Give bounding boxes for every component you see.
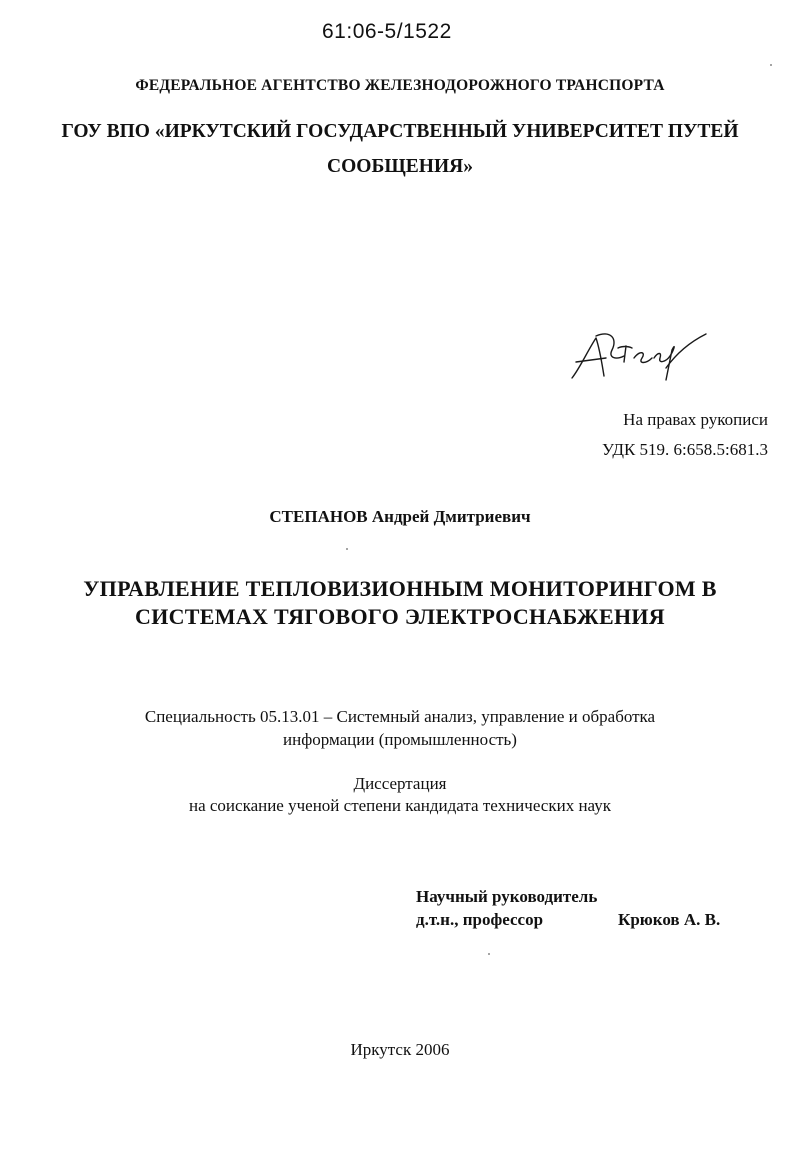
- university-name-line1: ГОУ ВПО «ИРКУТСКИЙ ГОСУДАРСТВЕННЫЙ УНИВЕРСИТЕТ ПУТЕЙ: [61, 121, 739, 142]
- author-name: СТЕПАНОВ Андрей Дмитриевич: [269, 507, 531, 526]
- scan-speck: [770, 64, 772, 66]
- dissertation-degree: на соискание ученой степени кандидата технических наук: [188, 796, 611, 815]
- supervisor-name: Крюков А. В.: [618, 910, 721, 929]
- supervisor-title: Научный руководитель: [416, 887, 598, 906]
- specialty-line2: информации (промышленность): [283, 730, 517, 749]
- thesis-title-line2: СИСТЕМАХ ТЯГОВОГО ЭЛЕКТРОСНАБЖЕНИЯ: [135, 604, 665, 629]
- specialty-line1: Специальность 05.13.01 – Системный анализ, управление и обработка: [144, 707, 656, 726]
- university-name-line2: СООБЩЕНИЯ»: [327, 156, 473, 177]
- scan-speck: [346, 548, 348, 550]
- udk-code: УДК 519. 6:658.5:681.3: [602, 440, 768, 459]
- handwritten-signature: [566, 328, 716, 398]
- scan-speck: [488, 953, 490, 955]
- archive-code: 61:06-5/1522: [322, 20, 452, 43]
- agency-name: ФЕДЕРАЛЬНОЕ АГЕНТСТВО ЖЕЛЕЗНОДОРОЖНОГО ТРАНСПОРТА: [135, 77, 665, 94]
- dissertation-label: Диссертация: [353, 774, 447, 793]
- manuscript-rights-note: На правах рукописи: [623, 410, 768, 429]
- supervisor-degree: д.т.н., профессор: [416, 910, 544, 929]
- city-year: Иркутск 2006: [350, 1040, 450, 1059]
- thesis-title-line1: УПРАВЛЕНИЕ ТЕПЛОВИЗИОННЫМ МОНИТОРИНГОМ В: [83, 576, 717, 601]
